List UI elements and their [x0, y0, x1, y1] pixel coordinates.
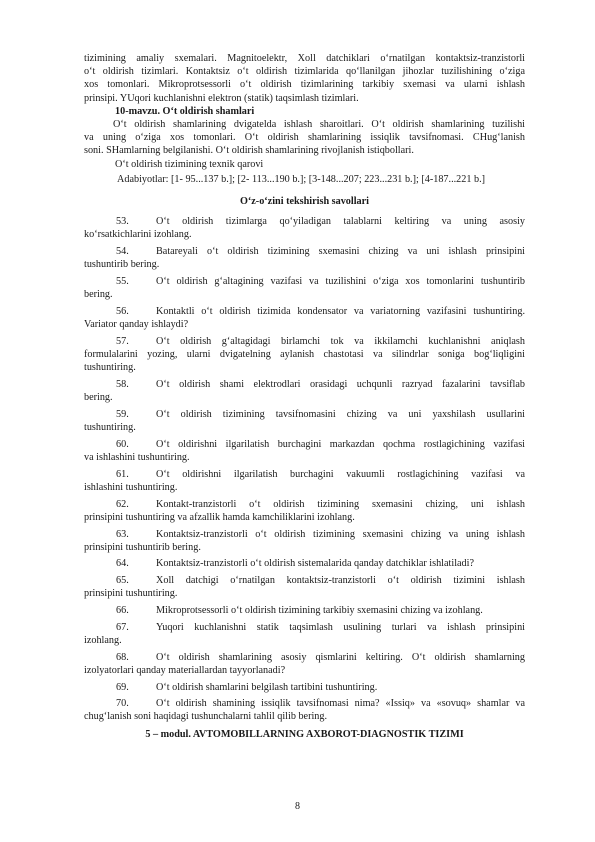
question-text: O‘t oldirish tizimlarga qo‘yiladigan talablarni keltiring va uning asosiy: [156, 216, 525, 228]
list-item: [84, 574, 525, 600]
page-number: 8: [295, 801, 300, 812]
question-text: O‘t oldirish g‘altagidagi birlamchi tok va ikkilamchi kuchlanishni aniqlash: [156, 335, 525, 347]
list-item: [84, 275, 525, 301]
list-item: [84, 245, 525, 271]
intro-line: prinsipi. YUqori kuchlanishni elektron (statik) taqsimlash tizimlari.: [84, 92, 359, 104]
document-page: [84, 52, 525, 741]
question-number: 68.: [116, 651, 129, 663]
list-item: [84, 697, 525, 723]
question-number: 59.: [116, 408, 129, 420]
topic-line: va uning o‘ziga xos tomonlari. O‘t oldirish shamlarining issiqlik tavsifnomasi. CHug‘lanish: [84, 132, 525, 144]
question-number: 56.: [116, 305, 129, 317]
list-item: [84, 621, 525, 647]
question-continuation: izolyatorlari qanday materiallardan tayyorlanadi?: [84, 664, 286, 676]
question-text: Xoll datchigi o‘rnatilgan kontaktsiz-tranzistorli o‘t oldirish tizimini ishlash: [156, 575, 525, 587]
question-continuation: tushuntirib bering.: [84, 259, 160, 271]
question-continuation: bering.: [84, 289, 113, 301]
list-item: [84, 438, 525, 464]
question-text: Kontaktsiz-tranzistorli o‘t oldirish tizimining sxemasini chizing va uning ishlash: [156, 528, 525, 540]
question-text: O‘t oldirishni ilgarilatish burchagini vakuumli rostlagichining vazifasi va: [156, 468, 525, 480]
list-item: [84, 378, 525, 404]
question-text: O‘t oldirishni ilgarilatish burchagini markazdan qochma rostlagichining vazifasi: [156, 438, 525, 450]
intro-line: tizimining amaliy sxemalari. Magnitoelektr, Xoll datchiklari o‘rnatilgan kontaktsiz-tranzistorli: [84, 53, 525, 64]
question-number: 69.: [116, 681, 129, 693]
topic-title: 10-mavzu. O‘t oldirish shamlari: [115, 105, 255, 117]
question-number: 63.: [116, 528, 129, 540]
intro-line: o‘t oldirish tizimlari. Kontaktsiz o‘t oldirish tizimlarida qo‘llanilgan jihozlar tuzilishining o‘ziga: [84, 66, 525, 78]
question-text: Yuqori kuchlanishni statik taqsimlash usulining turlari va ishlash prinsipini: [156, 621, 525, 633]
question-number: 67.: [116, 621, 129, 633]
question-continuation: ko‘rsatkichlarini izohlang.: [84, 229, 192, 241]
question-number: 64.: [116, 558, 129, 570]
question-text: O‘t oldirish shamlarining asosiy qismlarini keltiring. O‘t oldirish shamlarning: [156, 651, 525, 663]
list-item: [84, 557, 525, 570]
question-continuation: prinsipini tushuntiring va afzallik hamda kamchiliklarini izohlang.: [84, 511, 355, 523]
list-item: [84, 681, 525, 694]
question-text: Kontaktli o‘t oldirish tizimida kondensator va variatorning vazifasini tushuntiring.: [156, 305, 525, 317]
question-continuation: formulalarini yozing, ularni dvigatelning aylanish chastotasi va silindrlar soniga bog‘liqligini: [84, 349, 525, 361]
list-item: [84, 604, 525, 617]
list-item: [84, 498, 525, 524]
question-text: O‘t oldirish shamining issiqlik tavsifnomasi nima? «Issiq» va «sovuq» shamlar va: [156, 698, 525, 710]
question-continuation: tushuntiring.: [84, 422, 136, 434]
question-continuation: va ishlashini tushuntiring.: [84, 451, 190, 463]
topic-paragraph: [84, 118, 525, 158]
module-heading: 5 – modul. AVTOMOBILLARNING AXBOROT-DIAGNOSTIK TIZIMI: [145, 728, 464, 740]
question-text: O‘t oldirish shamlarini belgilash tartibini tushuntiring.: [156, 681, 378, 693]
question-number: 66.: [116, 605, 129, 617]
question-text: O‘t oldirish tizimining tavsifnomasini chizing va uni yaxshilash usullarini: [156, 408, 525, 420]
topic-line: soni. SHamlarning belgilanishi. O‘t oldirish shamlarining rivojlanish istiqbollari.: [84, 145, 414, 157]
question-number: 58.: [116, 378, 129, 390]
intro-line: xos tomonlari. Mikroprotsessorli o‘t oldirish tizimlarining tarkibiy sxemasi va ularni ishlash: [84, 79, 525, 91]
question-continuation: ishlashini tushuntiring.: [84, 481, 178, 493]
intro-paragraph: [84, 52, 525, 105]
list-item: [84, 651, 525, 677]
question-continuation: prinsipini tushuntirib bering.: [84, 541, 201, 553]
question-number: 62.: [116, 498, 129, 510]
list-item: [84, 408, 525, 434]
list-item: [84, 468, 525, 494]
topic-scheme-line: O‘t oldirish tizimining texnik qarovi: [115, 158, 264, 170]
question-number: 53.: [116, 216, 129, 228]
question-text: Batareyali o‘t oldirish tizimining sxemasini chizing va uni ishlash prinsipini: [156, 246, 525, 258]
section-heading: O‘z-o‘zini tekshirish savollari: [239, 196, 370, 208]
question-continuation: prinsipini tushuntiring.: [84, 588, 178, 600]
question-continuation: chug‘lanish soni haqidagi tushunchalarni tahlil qilib bering.: [84, 711, 328, 723]
question-text: Mikroprotsessorli o‘t oldirish tizimining tarkibiy sxemasini chizing va izohlang.: [156, 605, 483, 617]
question-number: 70.: [116, 698, 129, 710]
question-text: Kontakt-tranzistorli o‘t oldirish tizimining sxemasini chizing, uni ishlash: [156, 498, 525, 510]
question-continuation: tushuntiring.: [84, 362, 136, 374]
question-continuation: izohlang.: [84, 634, 122, 646]
literature-references: Adabiyotlar: [1- 95...137 b.]; [2- 113...190 b.]; [3-148...207; 223...231 b.]; [4-187...221 b.]: [117, 173, 486, 185]
question-number: 61.: [116, 468, 129, 480]
question-number: 60.: [116, 438, 129, 450]
question-text: Kontaktsiz-tranzistorli o‘t oldirish sistemalarida qanday datchiklar ishlatiladi?: [156, 558, 474, 570]
question-text: O‘t oldirish g‘altagining vazifasi va tuzilishini o‘ziga xos tomonlarini tushuntirib: [156, 276, 525, 288]
question-number: 54.: [116, 246, 129, 258]
question-number: 65.: [116, 575, 129, 587]
question-continuation: Variator qanday ishlaydi?: [84, 319, 189, 331]
questions-list: [84, 215, 525, 723]
question-continuation: bering.: [84, 392, 113, 404]
list-item: [84, 305, 525, 331]
list-item: [84, 528, 525, 554]
question-text: O‘t oldirish shami elektrodlari orasidagi uchqunli razryad fazalarini tavsiflab: [156, 378, 525, 390]
list-item: [84, 215, 525, 241]
question-number: 57.: [116, 335, 129, 347]
question-number: 55.: [116, 276, 129, 288]
topic-line: O‘t oldirish shamlarining dvigatelda ishlash sharoitlari. O‘t oldirish shamlarining tuzilishi: [113, 119, 525, 131]
list-item: [84, 335, 525, 375]
